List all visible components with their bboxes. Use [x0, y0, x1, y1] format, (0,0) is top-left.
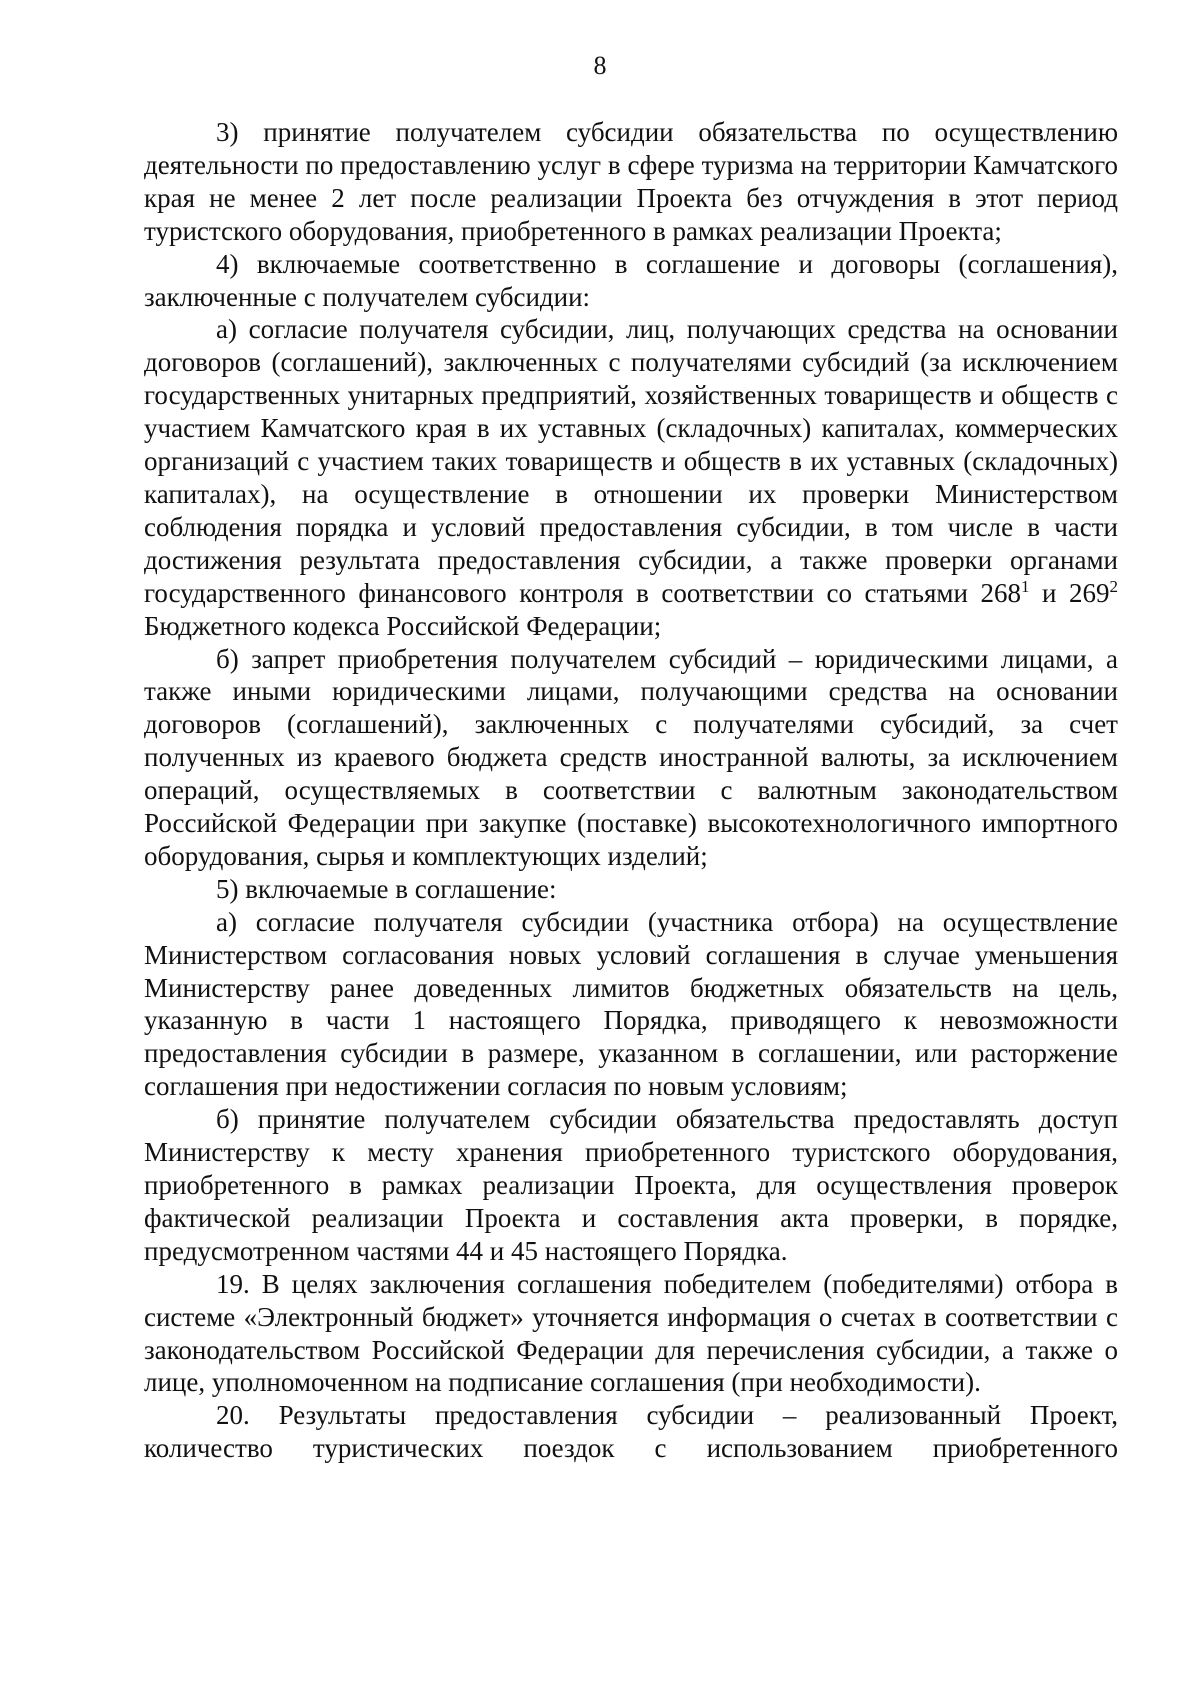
page-number: 8 — [593, 51, 607, 80]
paragraph-text: Бюджетного кодекса Российской Федерации; — [144, 610, 662, 641]
paragraph-subitem-5b: б) принятие получателем субсидии обязательства предоставлять доступ Министерству к месту хранения приобретенного туристского оборудования, приобретенного в рамках реализации Проекта, для осуществления проверок фактической реализации Проекта и составления акта проверки, в порядке, предусмотренном частями 44 и 45 настоящего Порядка. — [144, 1104, 1118, 1266]
paragraph-item-4: 4) включаемые соответственно в соглашение и договоры (соглашения), заключенные с получателем субсидии: — [144, 248, 1118, 312]
paragraph-item-3: 3) принятие получателем субсидии обязательства по осуществлению деятельности по предоставлению услуг в сфере туризма на территории Камчатского края не менее 2 лет после реализации Проекта без отчуждения в этот период туристского оборудования, приобретенного в рамках реализации Проекта; — [144, 117, 1118, 246]
paragraph-item-5: 5) включаемые в соглашение: — [216, 873, 557, 904]
paragraph-text: а) согласие получателя субсидии, лиц, получающих средства на основании договоров (соглашений), заключенных с получателями субсидий (за исключением государственных унитарных предприятий, хозяйственных товариществ и обществ с участием Камчатского края в их уставных (складочных) капиталах, коммерческих организаций с участием таких товариществ и обществ в их уставных (складочных) капиталах), на осуществление в отношении их проверки Министерством соблюдения порядка и условий предоставления субсидии, в том числе в части достижения результата предоставления субсидии, а также проверки органами государственного финансового контроля в соответствии со статьями 268 — [144, 314, 1118, 608]
paragraph-clause-19: 19. В целях заключения соглашения победителем (победителями) отбора в системе «Электронный бюджет» уточняется информация о счетах в соответствии с законодательством Российской Федерации для перечисления субсидии, а также о лице, уполномоченном на подписание соглашения (при необходимости). — [144, 1268, 1118, 1398]
paragraph-subitem-5a: а) согласие получателя субсидии (участника отбора) на осуществление Министерством согласования новых условий соглашения в случае уменьшения Министерству ранее доведенных лимитов бюджетных обязательств на цель, указанную в части 1 настоящего Порядка, приводящего к невозможности предоставления субсидии в размере, указанном в соглашении, или расторжение соглашения при недостижении согласия по новым условиям; — [144, 906, 1118, 1102]
article-superscript: 1 — [1020, 576, 1030, 596]
document-body — [144, 116, 1118, 1465]
paragraph-clause-20: 20. Результаты предоставления субсидии – реализованный Проект, количество туристических поездок с использованием приобретенного — [144, 1400, 1118, 1464]
paragraph-subitem-4a — [144, 313, 1118, 642]
paragraph-text: и 269 — [1029, 577, 1110, 608]
paragraph-subitem-4b: б) запрет приобретения получателем субсидий – юридическими лицами, а также иными юридическими лицами, получающими средства на основании договоров (соглашений), заключенных с получателями субсидий, за счет полученных из краевого бюджета средств иностранной валюты, за исключением операций, осуществляемых в соответствии с валютным законодательством Российской Федерации при закупке (поставке) высокотехнологичного импортного оборудования, сырья и комплектующих изделий; — [144, 643, 1118, 871]
article-superscript: 2 — [1109, 576, 1118, 596]
